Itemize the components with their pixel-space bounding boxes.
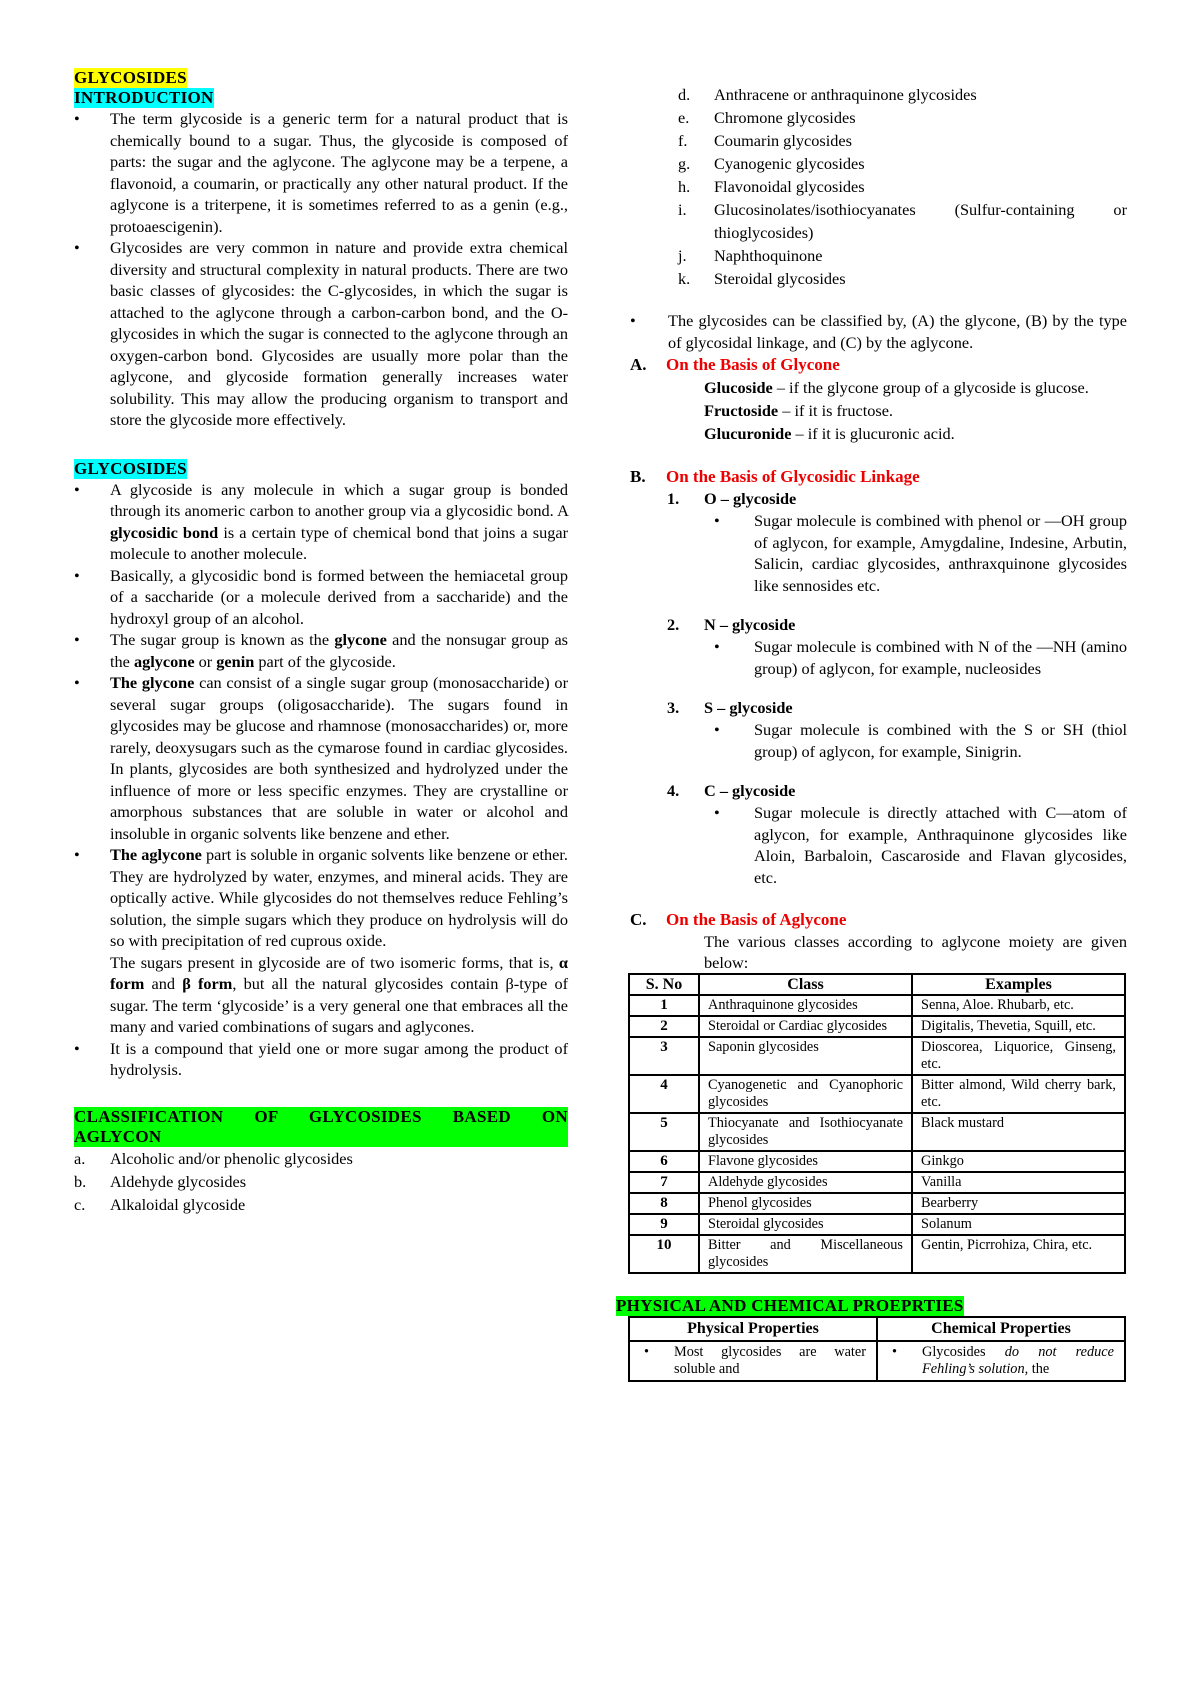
table-row: 3 Saponin glycosides Dioscorea, Liquorice, Ginseng, etc. — [629, 1037, 1125, 1075]
list-item: • Sugar molecule is combined with the S or SH (thiol group) of aglycon, for example, Sinigrin. — [630, 719, 1127, 762]
aglycone-table — [628, 973, 1126, 1274]
column-header: Examples — [912, 974, 1125, 995]
introduction-heading: INTRODUCTION — [74, 88, 214, 107]
properties-table — [628, 1316, 1126, 1382]
classification-list-continued — [630, 83, 1127, 290]
table-row: 10 Bitter and Miscellaneous glycosides Gentin, Picrrohiza, Chira, etc. — [629, 1235, 1125, 1273]
glycosides-list — [74, 479, 568, 1081]
table-row: 6 Flavone glycosides Ginkgo — [629, 1151, 1125, 1172]
table-row: 2 Steroidal or Cardiac glycosides Digitalis, Thevetia, Squill, etc. — [629, 1016, 1125, 1037]
list-item: • Sugar molecule is combined with N of the —NH (amino group) of aglycon, for example, nucleosides — [630, 636, 1127, 679]
column-header: Class — [699, 974, 912, 995]
classification-list — [74, 1147, 568, 1216]
table-row: 1 Anthraquinone glycosides Senna, Aloe. Rhubarb, etc. — [629, 995, 1125, 1016]
list-item: a. Alcoholic and/or phenolic glycosides — [74, 1148, 353, 1168]
physical-properties-header: Physical Properties — [629, 1317, 877, 1341]
properties-heading: PHYSICAL AND CHEMICAL PROEPRTIES — [616, 1296, 964, 1315]
table-row — [629, 1341, 1125, 1381]
n-glycoside-heading: 2. N – glycoside — [667, 615, 796, 634]
glycosidic-bond-term: glycosidic bond — [110, 522, 219, 542]
o-glycoside-heading: 1. O – glycoside — [667, 489, 797, 508]
list-item: • Basically, a glycosidic bond is formed between the hemiacetal group of a saccharide (or a molecule derived from a saccharide) and the hydroxyl group of an alcohol. — [74, 565, 568, 630]
chemical-property-cell: • Glycosides do not reduce Fehling’s solution, the — [877, 1341, 1125, 1381]
fructoside-definition: Fructoside – if it is fructose. — [704, 401, 894, 420]
s-glycoside-heading: 3. S – glycoside — [667, 698, 793, 717]
list-item: j. Naphthoquinone — [678, 246, 823, 265]
document-title: GLYCOSIDES — [74, 68, 187, 87]
list-item: • The term glycoside is a generic term for a natural product that is chemically bound to a sugar. Thus, the glycoside is composed of parts: the sugar and the aglycone. The aglycone may be a terpene, a flavonoid, a coumarin, or practically any other natural product. If the aglycone is a triterpene, it is sometimes referred to as a genin (e.g., protoaescigenin). — [74, 108, 568, 237]
table-row: 9 Steroidal glycosides Solanum — [629, 1214, 1125, 1235]
list-item: • A glycoside is any molecule in which a sugar group is bonded through its anomeric carbon to another group via a glycosidic bond. A glycosidic bond is a certain type of chemical bond that joins a sugar molecule to another molecule. — [74, 479, 568, 565]
section-c-heading: C. On the Basis of Aglycone — [630, 910, 847, 929]
o-glycoside-list — [630, 510, 1127, 596]
list-item: c. Alkaloidal glycoside — [74, 1194, 246, 1214]
list-item: • Glycosides are very common in nature and provide extra chemical diversity and structural complexity in natural products. There are two basic classes of glycosides: the C-glycosides, in which the sugar is attached to the aglycone through a carbon-carbon bond, and the O-glycosides in which the sugar is connected to the aglycone through an oxygen-carbon bond. Glycosides are usually more polar than the aglycone, and glycoside formation generally increases water solubility. This may allow the producing organism to transport and store the glycoside more effectively. — [74, 237, 568, 431]
list-item: • It is a compound that yield one or more sugar among the product of hydrolysis. — [74, 1038, 568, 1081]
section-a-heading: A. On the Basis of Glycone — [630, 355, 840, 374]
list-item: • The glycone can consist of a single sugar group (monosaccharide) or several sugar groups (oligosaccharide). The sugars found in glycosides may be glucose and rhamnose (monosaccharides) or, more rarely, deoxysugars such as the cymarose found in cardiac glycosides. In plants, glycosides are both synthesized and hydrolyzed under the influence of more or less specific enzymes. They are crystalline or amorphous substances that are soluble in water or alcohol and insoluble in organic solvents like benzene and ether. — [74, 672, 568, 844]
list-item: b. Aldehyde glycosides — [74, 1171, 247, 1191]
s-glycoside-list — [630, 719, 1127, 762]
list-item: k. Steroidal glycosides — [678, 269, 846, 288]
n-glycoside-list — [630, 636, 1127, 679]
section-c-intro: The various classes according to aglycone moiety are given below: — [704, 932, 1127, 972]
column-header: S. No — [629, 974, 699, 995]
list-item: • The glycosides can be classified by, (A) the glycone, (B) by the type of glycosidal linkage, and (C) by the aglycone. — [630, 310, 1127, 353]
c-glycoside-heading: 4. C – glycoside — [667, 781, 796, 800]
list-item: f. Coumarin glycosides — [678, 131, 852, 150]
glucuronide-definition: Glucuronide – if it is glucuronic acid. — [704, 424, 955, 443]
table-header-row — [629, 974, 1125, 995]
list-item: g. Cyanogenic glycosides — [678, 154, 865, 173]
table-row: 8 Phenol glycosides Bearberry — [629, 1193, 1125, 1214]
list-item: • The aglycone part is soluble in organic solvents like benzene or ether. They are hydrolyzed by water, enzymes, and mineral acids. They are optically active. While glycosides do not themselves reduce Fehling’s solution, the simple sugars which they produce on hydrolysis will do so with precipitation of red cuprous oxide. The sugars present in glycoside are of two isomeric forms, that is, α form and β form, but all the natural glycosides contain β-type of sugar. The term ‘glycoside’ is a very general one that embraces all the many and varied combinations of sugars and aglycones. — [74, 844, 568, 1038]
classify-note — [630, 310, 1127, 353]
chemical-properties-header: Chemical Properties — [877, 1317, 1125, 1341]
table-row: 7 Aldehyde glycosides Vanilla — [629, 1172, 1125, 1193]
physical-property-cell: • Most glycosides are water soluble and — [629, 1341, 877, 1381]
list-item: • Sugar molecule is combined with phenol or —OH group of aglycon, for example, Amygdaline, Indesine, Arbutin, Salicin, cardiac glycosides, anthraxquinone glycosides like sennosides etc. — [630, 510, 1127, 596]
table-row: 4 Cyanogenetic and Cyanophoric glycosides Bitter almond, Wild cherry bark, etc. — [629, 1075, 1125, 1113]
glycosides-heading: GLYCOSIDES — [74, 458, 187, 478]
c-glycoside-list — [630, 802, 1127, 888]
right-column — [616, 0, 1127, 1382]
list-item: e. Chromone glycosides — [678, 108, 856, 127]
introduction-list — [74, 108, 568, 431]
list-item: h. Flavonoidal glycosides — [678, 177, 865, 196]
list-item: d. Anthracene or anthraquinone glycosides — [678, 85, 977, 104]
list-item: i. Glucosinolates/isothiocyanates (Sulfur-containing or thioglycosides) — [678, 200, 1127, 242]
classification-heading: CLASSIFICATION OF GLYCOSIDES BASED ON AGLYCON — [74, 1106, 568, 1146]
table-row: 5 Thiocyanate and Isothiocyanate glycosides Black mustard — [629, 1113, 1125, 1151]
list-item: • The sugar group is known as the glycone and the nonsugar group as the aglycone or genin part of the glycoside. — [74, 629, 568, 672]
glucoside-definition: Glucoside – if the glycone group of a glycoside is glucose. — [704, 378, 1089, 397]
section-b-heading: B. On the Basis of Glycosidic Linkage — [630, 467, 920, 486]
list-item: • Sugar molecule is directly attached with C—atom of aglycon, for example, Anthraquinone glycosides like Aloin, Barbaloin, Cascaroside and Flavan glycosides, etc. — [630, 802, 1127, 888]
left-column — [74, 0, 568, 1216]
table-header-row — [629, 1317, 1125, 1341]
